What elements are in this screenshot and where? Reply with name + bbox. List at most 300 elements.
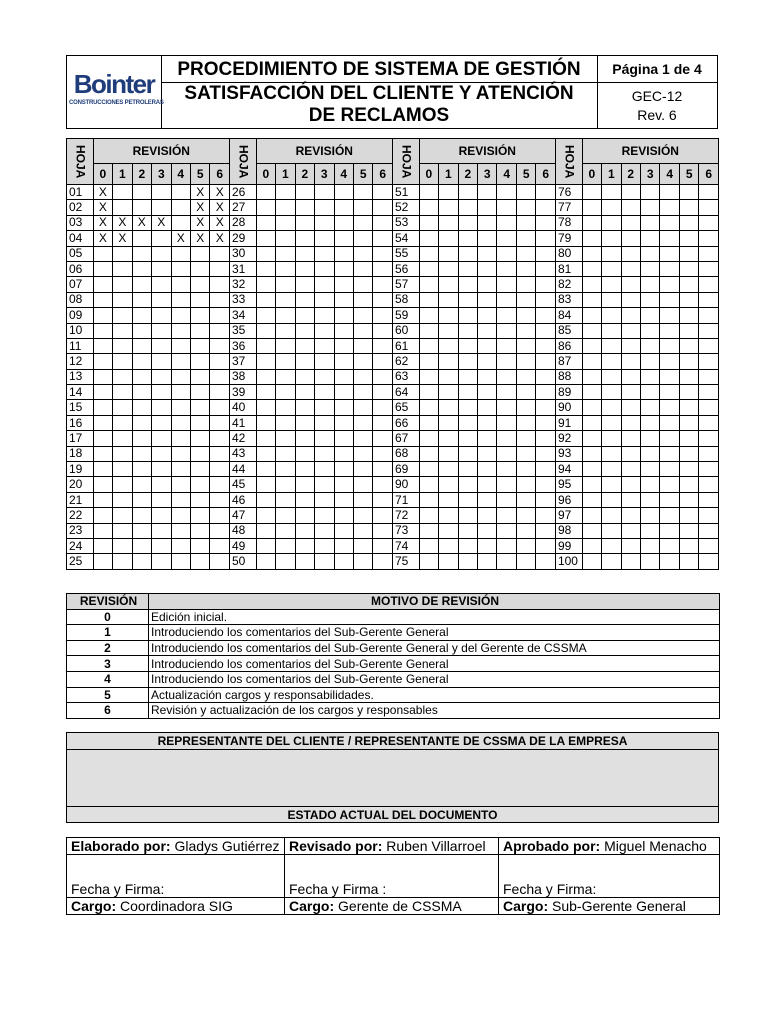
revision-cell — [478, 385, 497, 400]
revision-cell — [276, 538, 295, 553]
revision-cell — [458, 385, 477, 400]
revision-cell — [582, 308, 601, 323]
revision-cell — [373, 523, 393, 538]
revision-cell — [439, 308, 458, 323]
revision-cell — [582, 231, 601, 246]
revision-cell: X — [93, 185, 112, 200]
sheet-number: 58 — [392, 292, 419, 307]
revision-cell — [113, 492, 132, 507]
revision-cell — [478, 523, 497, 538]
sheet-number: 52 — [392, 200, 419, 215]
revision-cell — [439, 323, 458, 338]
revision-cell — [641, 354, 660, 369]
signatures-table — [66, 837, 720, 915]
sheet-number: 83 — [555, 292, 582, 307]
revision-cell — [190, 554, 209, 569]
revision-cell — [458, 277, 477, 292]
revision-cell — [210, 354, 230, 369]
revision-cell — [295, 323, 314, 338]
code-value: GEC-12 — [631, 88, 683, 104]
revision-cell — [315, 369, 334, 384]
revision-cell — [582, 538, 601, 553]
revision-cell — [353, 523, 372, 538]
revision-cell — [602, 354, 621, 369]
revision-cell — [132, 246, 151, 261]
revision-cell — [478, 354, 497, 369]
reviewed-date-signature: Fecha y Firma : — [285, 855, 499, 898]
revision-cell — [113, 354, 132, 369]
revision-cell — [334, 415, 353, 430]
revision-cell — [602, 415, 621, 430]
revision-cell — [458, 246, 477, 261]
revision-cell — [315, 538, 334, 553]
revision-cell — [210, 277, 230, 292]
revision-cell: X — [190, 200, 209, 215]
revision-cell — [152, 277, 171, 292]
revision-cell — [478, 554, 497, 569]
revision-cell — [419, 400, 438, 415]
revision-cell — [458, 323, 477, 338]
revision-cell — [516, 338, 535, 353]
revision-cell — [660, 323, 679, 338]
revision-cell — [315, 400, 334, 415]
revision-cell — [536, 462, 556, 477]
sheet-number: 41 — [229, 415, 256, 430]
revision-cell — [171, 492, 190, 507]
revision-cell — [373, 431, 393, 446]
revision-cell — [602, 231, 621, 246]
sheet-number: 40 — [229, 400, 256, 415]
revision-cell — [171, 462, 190, 477]
sheet-number: 49 — [229, 538, 256, 553]
revision-cell — [190, 462, 209, 477]
revision-cell: X — [113, 231, 132, 246]
revision-cell — [458, 369, 477, 384]
revision-cell — [132, 523, 151, 538]
revision-cell — [353, 462, 372, 477]
sheet-number: 86 — [555, 338, 582, 353]
revision-cell — [315, 523, 334, 538]
revision-cell — [478, 277, 497, 292]
revision-cell — [497, 215, 516, 230]
revision-cell — [152, 323, 171, 338]
revision-cell — [256, 446, 275, 461]
revision-cell — [641, 277, 660, 292]
revision-cell — [256, 231, 275, 246]
grid-row — [67, 215, 719, 230]
revision-cell — [516, 508, 535, 523]
revision-digit-header: 6 — [210, 164, 230, 185]
sheet-number: 66 — [392, 415, 419, 430]
revision-cell — [602, 508, 621, 523]
revision-cell — [152, 246, 171, 261]
revision-digit-header: 2 — [458, 164, 477, 185]
revision-cell — [210, 462, 230, 477]
revision-cell — [152, 492, 171, 507]
revision-cell — [295, 400, 314, 415]
revision-cell — [276, 400, 295, 415]
revision-cell — [295, 415, 314, 430]
revision-cell — [497, 523, 516, 538]
sheet-number: 95 — [555, 477, 582, 492]
revision-cell — [171, 200, 190, 215]
elaborated-by-label: Elaborado por: — [71, 838, 171, 854]
revision-cell — [478, 200, 497, 215]
revision-cell: X — [210, 231, 230, 246]
revision-cell — [621, 523, 640, 538]
revision-cell — [256, 261, 275, 276]
revision-cell — [478, 508, 497, 523]
revision-cell — [641, 261, 660, 276]
document-code — [597, 83, 717, 128]
revision-cell — [458, 508, 477, 523]
revision-cell — [353, 385, 372, 400]
revision-cell — [660, 400, 679, 415]
revision-cell — [621, 185, 640, 200]
revision-cell — [516, 492, 535, 507]
revision-cell — [679, 292, 698, 307]
revision-cell — [419, 554, 438, 569]
revision-cell — [582, 400, 601, 415]
sheet-number: 10 — [67, 323, 94, 338]
revision-cell — [113, 538, 132, 553]
revision-cell — [334, 554, 353, 569]
revision-control-grid — [66, 138, 719, 570]
revision-cell — [582, 246, 601, 261]
revision-cell — [295, 277, 314, 292]
revision-cell — [641, 554, 660, 569]
revision-cell — [660, 415, 679, 430]
revision-digit-header: 1 — [602, 164, 621, 185]
revision-cell — [458, 200, 477, 215]
revision-cell — [419, 462, 438, 477]
approved-role: Sub-Gerente General — [552, 898, 686, 914]
revision-cell — [190, 338, 209, 353]
revision-cell — [93, 338, 112, 353]
revision-cell — [315, 431, 334, 446]
revision-cell — [353, 492, 372, 507]
revision-cell — [315, 477, 334, 492]
sheet-number: 18 — [67, 446, 94, 461]
revision-cell — [171, 354, 190, 369]
revision-cell — [276, 492, 295, 507]
reason-revision-number: 6 — [67, 703, 149, 719]
revision-cell — [256, 185, 275, 200]
revision-cell — [256, 338, 275, 353]
revision-cell — [152, 185, 171, 200]
revision-cell — [516, 215, 535, 230]
revision-cell — [315, 277, 334, 292]
revision-cell — [439, 508, 458, 523]
sheet-number: 61 — [392, 338, 419, 353]
sheet-number: 57 — [392, 277, 419, 292]
sheet-number: 31 — [229, 261, 256, 276]
revision-cell — [478, 185, 497, 200]
revision-cell — [699, 308, 719, 323]
revision-cell — [295, 369, 314, 384]
revision-cell — [602, 431, 621, 446]
revision-cell — [93, 523, 112, 538]
revision-cell — [295, 508, 314, 523]
revision-cell — [113, 415, 132, 430]
revision-cell — [295, 292, 314, 307]
reason-revision-number: 1 — [67, 625, 149, 641]
revision-cell — [699, 523, 719, 538]
revision-cell — [699, 185, 719, 200]
elaborated-by-name: Gladys Gutiérrez — [174, 838, 280, 854]
grid-row — [67, 261, 719, 276]
revision-cell — [621, 323, 640, 338]
revision-cell — [171, 338, 190, 353]
revision-cell — [660, 354, 679, 369]
revision-cell — [699, 492, 719, 507]
revision-cell — [190, 431, 209, 446]
revision-cell — [641, 523, 660, 538]
revision-cell — [171, 538, 190, 553]
revision-cell — [439, 400, 458, 415]
revision-cell — [419, 354, 438, 369]
revision-cell — [113, 323, 132, 338]
revision-cell — [152, 462, 171, 477]
revision-cell — [621, 400, 640, 415]
revision-cell — [679, 554, 698, 569]
title-block — [161, 56, 598, 128]
revision-cell — [439, 231, 458, 246]
revision-cell — [497, 554, 516, 569]
sheet-number: 20 — [67, 477, 94, 492]
revision-cell — [516, 354, 535, 369]
revision-cell — [334, 477, 353, 492]
revision-cell — [641, 308, 660, 323]
revision-cell — [315, 215, 334, 230]
revision-cell — [256, 400, 275, 415]
revision-cell — [478, 261, 497, 276]
revision-cell — [276, 215, 295, 230]
reason-row — [67, 640, 720, 656]
revision-cell — [152, 292, 171, 307]
revision-cell — [478, 323, 497, 338]
revision-cell — [536, 215, 556, 230]
revision-cell — [419, 431, 438, 446]
revision-cell — [334, 523, 353, 538]
sheet-number: 64 — [392, 385, 419, 400]
revision-cell — [641, 415, 660, 430]
revision-cell — [353, 231, 372, 246]
revision-cell — [315, 308, 334, 323]
revision-cell — [660, 431, 679, 446]
revision-cell — [276, 231, 295, 246]
revision-cell — [190, 523, 209, 538]
revision-cell — [458, 354, 477, 369]
revision-cell — [276, 292, 295, 307]
revision-cell — [478, 400, 497, 415]
procedure-title: PROCEDIMIENTO DE SISTEMA DE GESTIÓN — [161, 56, 597, 83]
revision-cell — [93, 477, 112, 492]
revision-cell — [641, 538, 660, 553]
revision-cell — [334, 431, 353, 446]
revision-cell: X — [210, 185, 230, 200]
revision-cell — [602, 446, 621, 461]
revision-cell — [582, 446, 601, 461]
sheet-number: 81 — [555, 261, 582, 276]
approved-by-name: Miguel Menacho — [604, 838, 707, 854]
elaborated-role-cell — [67, 898, 285, 915]
sheet-number: 51 — [392, 185, 419, 200]
revision-cell — [699, 200, 719, 215]
revision-cell — [152, 231, 171, 246]
revision-cell — [679, 369, 698, 384]
revision-cell — [132, 508, 151, 523]
revision-cell — [621, 492, 640, 507]
reviewed-role: Gerente de CSSMA — [338, 898, 462, 914]
revision-cell — [113, 477, 132, 492]
revision-cell — [295, 446, 314, 461]
revision-cell — [419, 261, 438, 276]
revision-cell — [152, 369, 171, 384]
revision-cell — [516, 323, 535, 338]
revision-cell — [93, 385, 112, 400]
revision-cell — [602, 200, 621, 215]
revision-cell — [478, 231, 497, 246]
revision-cell — [295, 231, 314, 246]
revision-cell — [439, 369, 458, 384]
revision-cell — [478, 446, 497, 461]
revision-cell — [315, 415, 334, 430]
grid-row — [67, 292, 719, 307]
revision-cell — [210, 523, 230, 538]
sheet-number: 35 — [229, 323, 256, 338]
revision-cell — [334, 446, 353, 461]
revision-cell: X — [190, 231, 209, 246]
revision-cell — [439, 292, 458, 307]
revision-cell — [641, 400, 660, 415]
revision-cell — [315, 231, 334, 246]
revision-cell — [276, 462, 295, 477]
sheet-number: 47 — [229, 508, 256, 523]
revision-cell — [373, 369, 393, 384]
revision-cell — [171, 215, 190, 230]
reason-row — [67, 703, 720, 719]
revision-cell — [641, 446, 660, 461]
revision-cell — [679, 415, 698, 430]
revision-cell — [641, 338, 660, 353]
revision-cell — [256, 354, 275, 369]
revision-cell — [536, 246, 556, 261]
revision-cell — [132, 323, 151, 338]
revision-digit-header: 6 — [536, 164, 556, 185]
revision-cell — [582, 462, 601, 477]
sheet-number: 32 — [229, 277, 256, 292]
revision-cell — [256, 462, 275, 477]
revision-cell — [113, 277, 132, 292]
revision-cell — [660, 508, 679, 523]
revision-cell — [641, 492, 660, 507]
reason-revision-number: 0 — [67, 609, 149, 625]
revision-cell — [334, 261, 353, 276]
revision-cell — [373, 200, 393, 215]
revision-cell: X — [93, 215, 112, 230]
revision-cell — [276, 246, 295, 261]
sheet-number: 26 — [229, 185, 256, 200]
revision-cell — [315, 261, 334, 276]
revision-cell — [132, 462, 151, 477]
revision-cell — [497, 246, 516, 261]
revision-cell — [152, 354, 171, 369]
revision-cell — [621, 200, 640, 215]
sheet-number: 50 — [229, 554, 256, 569]
revision-cell — [353, 354, 372, 369]
document-title-line-1: SATISFACCIÓN DEL CLIENTE Y ATENCIÓN — [184, 83, 574, 104]
grid-row — [67, 338, 719, 353]
revision-cell — [582, 492, 601, 507]
revision-cell — [419, 538, 438, 553]
revision-cell — [679, 385, 698, 400]
revision-cell — [497, 185, 516, 200]
revision-cell — [699, 215, 719, 230]
revision-cell — [132, 477, 151, 492]
revision-cell — [113, 308, 132, 323]
revision-cell — [256, 277, 275, 292]
revision-cell — [256, 477, 275, 492]
revision-cell — [373, 323, 393, 338]
sheet-number: 74 — [392, 538, 419, 553]
revision-cell — [536, 338, 556, 353]
revision-cell — [152, 477, 171, 492]
revision-cell — [353, 369, 372, 384]
revision-cell — [516, 400, 535, 415]
revision-column-header: REVISIÓN — [582, 139, 718, 164]
revision-cell — [699, 292, 719, 307]
revision-cell — [113, 185, 132, 200]
sheet-number: 37 — [229, 354, 256, 369]
revision-cell — [439, 462, 458, 477]
revision-cell — [458, 554, 477, 569]
document-header — [66, 55, 718, 129]
revision-cell — [497, 462, 516, 477]
revision-cell — [602, 369, 621, 384]
sheet-number: 62 — [392, 354, 419, 369]
revision-cell — [458, 261, 477, 276]
sheet-number: 68 — [392, 446, 419, 461]
revision-cell — [152, 523, 171, 538]
revision-cell — [315, 385, 334, 400]
revision-cell — [516, 415, 535, 430]
sheet-number: 19 — [67, 462, 94, 477]
revision-cell — [439, 200, 458, 215]
sheet-number: 91 — [555, 415, 582, 430]
revision-cell — [602, 277, 621, 292]
revision-cell — [295, 246, 314, 261]
revision-cell — [276, 385, 295, 400]
sheet-number: 13 — [67, 369, 94, 384]
revision-cell — [439, 446, 458, 461]
revision-cell — [93, 554, 112, 569]
grid-row — [67, 308, 719, 323]
revision-cell — [334, 492, 353, 507]
revision-cell — [171, 323, 190, 338]
revision-cell — [256, 323, 275, 338]
revision-cell — [536, 400, 556, 415]
revision-cell — [113, 261, 132, 276]
revision-cell — [602, 385, 621, 400]
revision-cell — [536, 231, 556, 246]
revision-cell — [190, 538, 209, 553]
revision-cell — [295, 185, 314, 200]
sheet-number: 06 — [67, 261, 94, 276]
revision-cell — [152, 200, 171, 215]
revision-cell — [315, 354, 334, 369]
sheet-number: 14 — [67, 385, 94, 400]
